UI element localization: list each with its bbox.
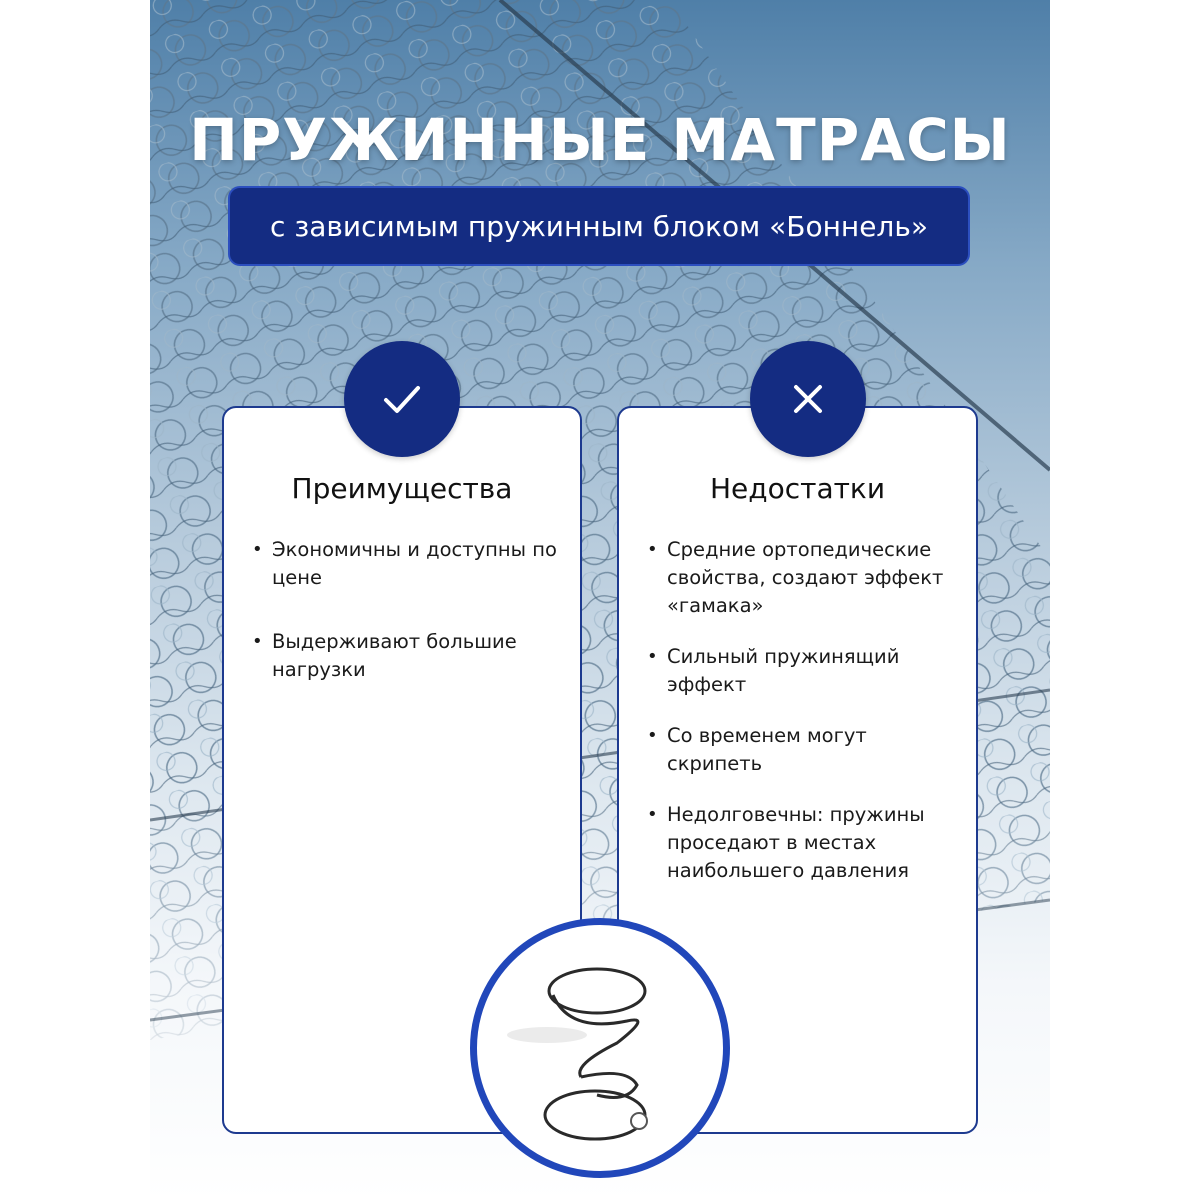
cons-heading: Недостатки: [709, 472, 886, 505]
list-item: • Недолговечны: пружины проседают в местах наибольшего давления: [645, 801, 962, 885]
pros-heading: Преимущества: [291, 472, 513, 505]
pros-badge: [344, 341, 460, 457]
subtitle-text: с зависимым пружинным блоком «Боннель»: [270, 209, 928, 243]
cons-list: [645, 536, 962, 908]
bonnell-spring-illustration: [470, 918, 730, 1178]
subtitle-banner: [228, 186, 970, 266]
pros-list: [250, 536, 566, 720]
list-item: • Со временем могут скрипеть: [645, 722, 962, 778]
cross-icon: [788, 379, 828, 419]
spring-icon: [477, 925, 723, 1171]
cons-badge: [750, 341, 866, 457]
list-item: • Выдерживают большие нагрузки: [250, 628, 566, 684]
list-item: • Средние ортопедические свойства, создают эффект «гамака»: [645, 536, 962, 620]
list-item: • Экономичны и доступны по цене: [250, 536, 566, 592]
list-item: • Сильный пружинящий эффект: [645, 643, 962, 699]
check-icon: [376, 373, 428, 425]
page-title: ПРУЖИННЫЕ МАТРАСЫ: [189, 106, 1011, 174]
